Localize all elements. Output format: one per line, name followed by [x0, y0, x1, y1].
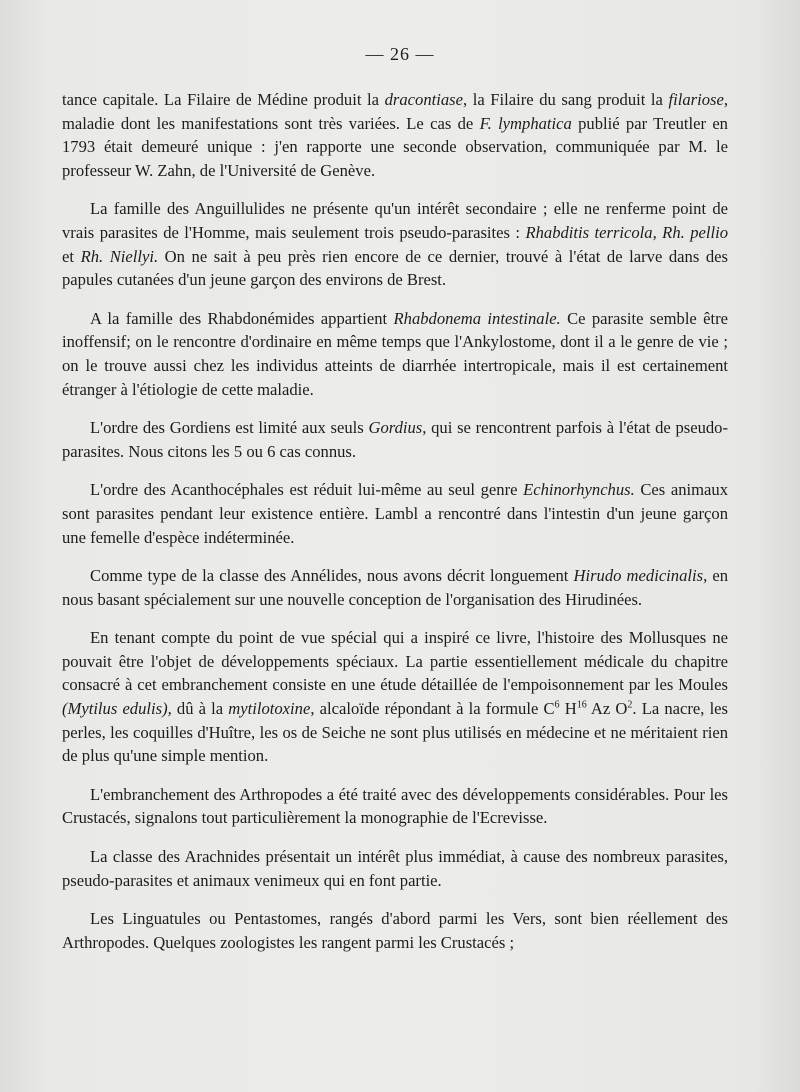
- paragraph: [62, 907, 728, 954]
- italic-text: F. lymphatica: [479, 113, 572, 133]
- italic-text: Rhabditis terricola, Rh. pellio: [525, 222, 728, 242]
- paragraph: [62, 416, 728, 463]
- text-run: L'ordre des Gordiens est limité aux seuls: [90, 418, 369, 438]
- text-run: En tenant compte du point de vue spécial qui a inspiré ce livre, l'histoire des Mollusques ne pouvait être l'objet de développements spéciaux. La partie essentiellement médicale du chapitre consacré à cet embranchement consiste en une étude détaillée de l'empoisonnement par les Moules: [62, 628, 728, 695]
- italic-text: Hirudo medicinalis,: [573, 566, 708, 586]
- text-run: , la Filaire du sang produit la: [462, 90, 669, 109]
- italic-text: dracontiase: [384, 90, 463, 109]
- text-run: , maladie dont les manifestations sont très variées. Le cas de: [62, 90, 728, 133]
- text-run: La famille des Anguillulides ne présente qu'un intérêt secondaire ; elle ne renferme point de vrais parasites de l'Homme, mais seulement trois pseudo-parasites :: [62, 199, 728, 242]
- italic-text: Rhabdonema intestinale.: [393, 308, 561, 328]
- paragraph: [62, 783, 728, 830]
- text-run: en nous basant spécialement sur une nouvelle conception de l'organisation des Hirudinées.: [62, 566, 728, 609]
- italic-text: Echinorhynchus.: [523, 480, 635, 500]
- text-run: , alcaloïde répondant à la formule C: [310, 699, 555, 719]
- paragraph: [62, 478, 728, 549]
- superscript: 16: [576, 699, 587, 711]
- italic-text: mytilotoxine: [228, 699, 311, 719]
- italic-text: Rh. Niellyi.: [80, 246, 159, 266]
- italic-text: (Mytilus edulis),: [62, 699, 172, 719]
- text-run: et: [62, 246, 81, 266]
- text-run: A la famille des Rhabdonémides appartient: [90, 308, 394, 328]
- text-run: Ces animaux sont parasites pendant leur existence entière. Lambl a rencontré dans l'intestin d'un jeune garçon une femelle d'espèce indéterminée.: [62, 480, 729, 547]
- paragraph: [62, 307, 728, 401]
- text-run: dû à la: [171, 699, 229, 719]
- text-run: tance capitale. La Filaire de Médine produit la: [62, 90, 385, 109]
- body-text: [62, 88, 728, 969]
- superscript: 2: [627, 699, 633, 711]
- italic-text: Gordius: [368, 418, 423, 438]
- text-run: . La nacre, les perles, les coquilles d'Huître, les os de Seiche ne sont plus utilisés en médecine et ne méritaient rien de plus qu'une simple mention.: [62, 699, 728, 766]
- text-run: Comme type de la classe des Annélides, nous avons décrit longuement: [90, 566, 574, 586]
- text-run: On ne sait à peu près rien encore de ce dernier, trouvé à l'état de larve dans des papules cutanées d'un jeune garçon des environs de Brest.: [62, 246, 729, 290]
- text-run: Az O: [586, 699, 628, 719]
- text-run: Les Linguatules ou Pentastomes, rangés d'abord parmi les Vers, sont bien réellement des Arthropodes. Quelques zoologistes les rangent parmi les Crustacés ;: [62, 909, 728, 952]
- text-run: La classe des Arachnides présentait un intérêt plus immédiat, à cause des nombreux parasites, pseudo-parasites et animaux venimeux qui en font partie.: [62, 847, 728, 890]
- text-run: publié par Treutler en 1793 était demeuré unique : j'en rapporte une seconde observation, communiquée par M. le professeur W. Zahn, de l'Université de Genève.: [62, 113, 728, 180]
- text-run: L'embranchement des Arthropodes a été traité avec des développements considérables. Pour les Crustacés, signalons tout particulièrement la monographie de l'Ecrevisse.: [62, 784, 728, 828]
- text-run: H: [559, 699, 577, 719]
- text-run: , qui se rencontrent parfois à l'état de pseudo-parasites. Nous citons les 5 ou 6 cas connus.: [62, 418, 728, 461]
- paragraph: [62, 845, 728, 892]
- paragraph: [62, 88, 728, 182]
- paragraph: [62, 197, 728, 291]
- italic-text: filariose: [668, 90, 724, 109]
- paragraph: [62, 564, 728, 611]
- superscript: 6: [554, 699, 560, 711]
- page-number: — 26 —: [365, 44, 435, 64]
- text-run: Ce parasite semble être inoffensif; on le rencontre d'ordinaire en même temps que l'Ankylostome, dont il a le genre de vie ; on le trouve aussi chez les individus atteints de diarrhée intertropicale, mais il est certainement étranger à l'étiologie de cette maladie.: [62, 308, 729, 399]
- paragraph: [62, 626, 728, 768]
- text-run: L'ordre des Acanthocéphales est réduit lui-même au seul genre: [90, 480, 524, 500]
